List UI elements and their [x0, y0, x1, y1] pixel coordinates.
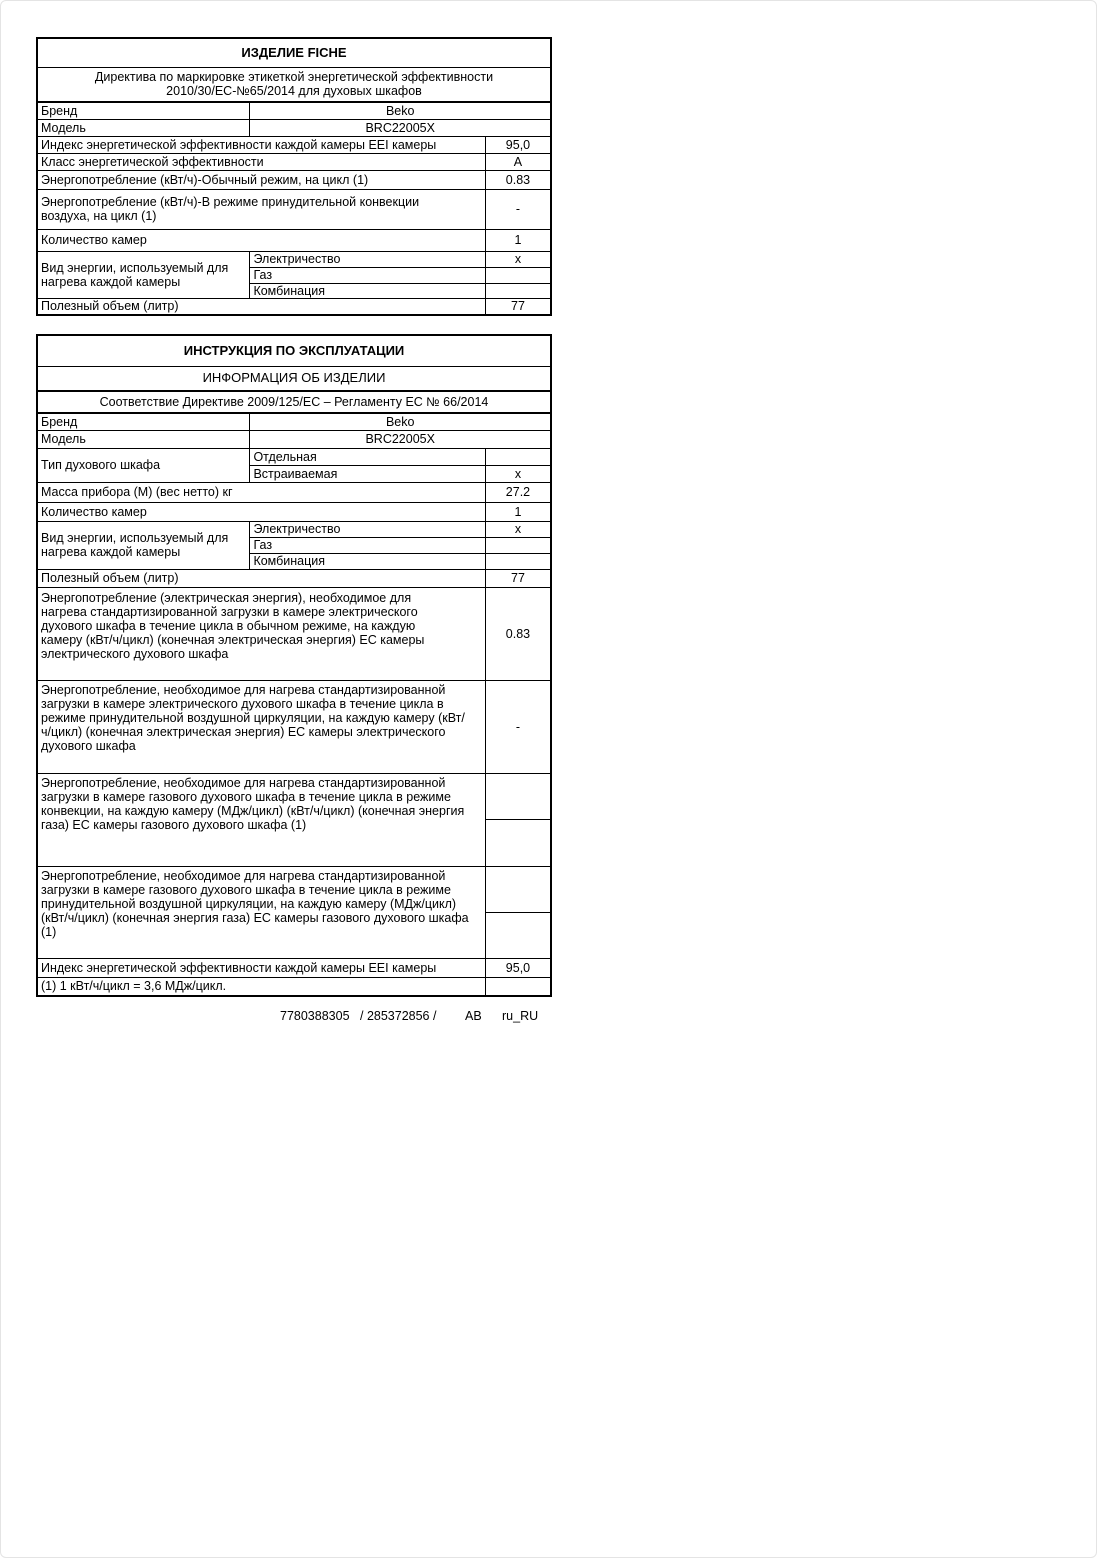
fiche-directive-line1: Директива по маркировке этикеткой энергетической эффективности [94, 70, 494, 85]
manual-oven-type-freestanding-label: Отдельная [250, 448, 485, 465]
manual-brand-label: Бренд [37, 413, 250, 430]
manual-energy-gas-value [485, 537, 551, 553]
manual-oven-type-label: Тип духового шкафа [37, 448, 250, 482]
manual-energy-combination-value [485, 553, 551, 569]
manual-energy-gas-label: Газ [250, 537, 485, 553]
manual-energy-type-label: Вид энергии, используемый для нагрева каждой камеры [37, 521, 250, 569]
fiche-volume-label: Полезный объем (литр) [37, 298, 485, 315]
manual-energy-combination-label: Комбинация [250, 553, 485, 569]
fiche-brand-label: Бренд [37, 102, 250, 119]
manual-ec-gas-forced-value-mj [485, 866, 551, 912]
manual-model-label: Модель [37, 430, 250, 448]
fiche-consumption-normal-label: Энергопотребление (кВт/ч)-Обычный режим, на цикл (1) [37, 170, 485, 189]
fiche-consumption-forced-value: - [485, 189, 551, 229]
manual-ec-electric-forced-label: Энергопотребление, необходимое для нагрева стандартизированной загрузки в камере электрического духового шкафа в течение цикла в режиме принудительной воздушной циркуляции, на каждую камеру (кВт/ч/цикл) (конечная электрическая энергия) ЕС камеры электрического духового шкафа [37, 680, 485, 773]
manual-ec-gas-forced-value-kwh [485, 912, 551, 958]
fiche-eei-value: 95,0 [485, 136, 551, 153]
fiche-class-value: A [485, 153, 551, 170]
fiche-eei-label: Индекс энергетической эффективности каждой камеры EEI камеры [37, 136, 485, 153]
manual-conformity: Соответствие Директиве 2009/125/ЕС – Регламенту ЕС № 66/2014 [37, 391, 551, 413]
manual-ec-electric-forced-value: - [485, 680, 551, 773]
manual-cavities-value: 1 [485, 502, 551, 521]
fiche-energy-gas-label: Газ [250, 267, 485, 283]
footer-code2: / 285372856 / [360, 1009, 437, 1023]
manual-info-title: ИНФОРМАЦИЯ ОБ ИЗДЕЛИИ [37, 366, 551, 391]
fiche-directive-line2: 2010/30/ЕС-№65/2014 для духовых шкафов [166, 84, 422, 99]
manual-model-value: BRC22005X [250, 430, 551, 448]
fiche-energy-gas-value [485, 267, 551, 283]
manual-eei-label: Индекс энергетической эффективности каждой камеры EEI камеры [37, 958, 485, 977]
manual-volume-label: Полезный объем (литр) [37, 569, 485, 587]
manual-volume-value: 77 [485, 569, 551, 587]
fiche-brand-value: Beko [250, 102, 551, 119]
manual-table [36, 334, 552, 997]
manual-oven-type-freestanding-value [485, 448, 551, 465]
fiche-volume-value: 77 [485, 298, 551, 315]
fiche-energy-combination-label: Комбинация [250, 283, 485, 298]
footer-code: 7780388305 [280, 1009, 350, 1023]
fiche-consumption-normal-value: 0.83 [485, 170, 551, 189]
manual-ec-gas-forced-label: Энергопотребление, необходимое для нагрева стандартизированной загрузки в камере газового духового шкафа в течение цикла в режиме принудительной воздушной циркуляции, на каждую камеру (МДж/цикл) (кВт/ч/цикл) (конечная энергия газа) ЕС камеры газового духового шкафа (1) [37, 866, 485, 958]
fiche-energy-electricity-value: x [485, 251, 551, 267]
manual-ec-gas-conventional-value-kwh [485, 819, 551, 866]
fiche-model-label: Модель [37, 119, 250, 136]
fiche-consumption-forced-label: Энергопотребление (кВт/ч)-В режиме принудительной конвекции воздуха, на цикл (1) [37, 189, 485, 229]
manual-title: ИНСТРУКЦИЯ ПО ЭКСПЛУАТАЦИИ [37, 335, 551, 366]
fiche-energy-type-label: Вид энергии, используемый для нагрева каждой камеры [37, 251, 250, 298]
fiche-class-label: Класс энергетической эффективности [37, 153, 485, 170]
manual-oven-type-builtin-label: Встраиваемая [250, 465, 485, 482]
manual-mass-value: 27.2 [485, 482, 551, 502]
manual-mass-label: Масса прибора (М) (вес нетто) кг [37, 482, 485, 502]
manual-brand-value: Beko [250, 413, 551, 430]
footer-locale: ru_RU [502, 1009, 539, 1023]
manual-ec-electric-conventional-value: 0.83 [485, 587, 551, 680]
manual-ec-gas-conventional-label: Энергопотребление, необходимое для нагрева стандартизированной загрузки в камере газового духового шкафа в течение цикла в режиме конвекции, на каждую камеру (МДж/цикл) (кВт/ч/цикл) (конечная энергия газа) ЕС камеры газового духового шкафа (1) [37, 773, 485, 866]
fiche-model-value: BRC22005X [250, 119, 551, 136]
fiche-table [36, 37, 552, 316]
manual-ec-gas-conventional-value-mj [485, 773, 551, 819]
manual-cavities-label: Количество камер [37, 502, 485, 521]
manual-footnote-value [485, 977, 551, 996]
fiche-energy-electricity-label: Электричество [250, 251, 485, 267]
manual-footnote: (1) 1 кВт/ч/цикл = 3,6 МДж/цикл. [37, 977, 485, 996]
manual-energy-electricity-value: x [485, 521, 551, 537]
manual-ec-electric-conventional-label: Энергопотребление (электрическая энергия), необходимое для нагрева стандартизированной загрузки в камере электрического духового шкафа в течение цикла в обычном режиме, на каждую камеру (кВт/ч/цикл) (конечная электрическая энергия) ЕС камеры электрического духового шкафа [37, 587, 485, 680]
fiche-directive [37, 67, 551, 102]
manual-energy-electricity-label: Электричество [250, 521, 485, 537]
footer-code3: AB [465, 1009, 482, 1023]
manual-eei-value: 95,0 [485, 958, 551, 977]
fiche-energy-combination-value [485, 283, 551, 298]
fiche-title: ИЗДЕЛИЕ FICHE [37, 38, 551, 67]
fiche-cavities-label: Количество камер [37, 229, 485, 251]
fiche-cavities-value: 1 [485, 229, 551, 251]
manual-oven-type-builtin-value: x [485, 465, 551, 482]
document-footer [280, 1009, 539, 1079]
